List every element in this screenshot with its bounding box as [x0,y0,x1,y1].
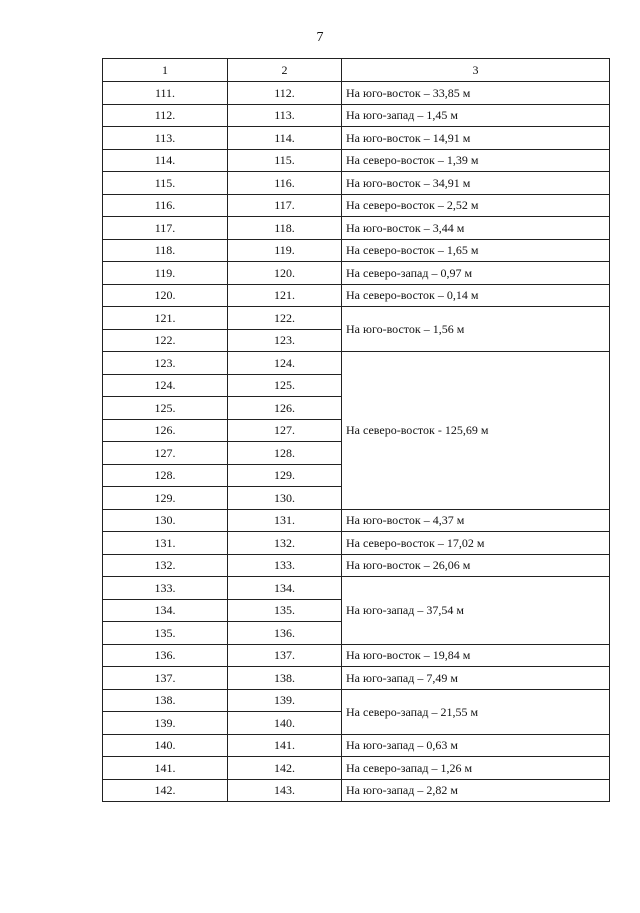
table-row [103,689,610,712]
direction-distance-cell: На юго-восток – 33,85 м [342,82,610,105]
direction-distance-cell: На юго-восток – 4,37 м [342,509,610,532]
direction-distance-cell: На северо-запад – 1,26 м [342,757,610,780]
point-to-cell: 125. [228,374,342,397]
point-from-cell: 140. [103,734,228,757]
point-from-cell: 125. [103,397,228,420]
point-to-cell: 142. [228,757,342,780]
point-to-cell: 136. [228,622,342,645]
table-row [103,104,610,127]
point-from-cell: 124. [103,374,228,397]
column-header-2: 2 [228,59,342,82]
table-row [103,734,610,757]
table-row [103,284,610,307]
point-to-cell: 118. [228,217,342,240]
point-from-cell: 129. [103,487,228,510]
point-to-cell: 135. [228,599,342,622]
direction-distance-cell: На северо-восток – 17,02 м [342,532,610,555]
point-from-cell: 136. [103,644,228,667]
table-row [103,172,610,195]
header-row [103,59,610,82]
point-from-cell: 135. [103,622,228,645]
table-row [103,667,610,690]
direction-distance-cell: На юго-восток – 14,91 м [342,127,610,150]
table-row [103,217,610,240]
point-from-cell: 126. [103,419,228,442]
point-from-cell: 139. [103,712,228,735]
direction-distance-cell: На юго-восток – 19,84 м [342,644,610,667]
point-to-cell: 140. [228,712,342,735]
point-to-cell: 127. [228,419,342,442]
point-to-cell: 116. [228,172,342,195]
point-to-cell: 137. [228,644,342,667]
point-from-cell: 121. [103,307,228,330]
point-from-cell: 114. [103,149,228,172]
point-to-cell: 117. [228,194,342,217]
point-from-cell: 134. [103,599,228,622]
direction-distance-cell: На северо-восток – 0,14 м [342,284,610,307]
page-number: 7 [316,30,324,45]
table-row [103,239,610,262]
point-from-cell: 133. [103,577,228,600]
point-to-cell: 123. [228,329,342,352]
point-to-cell: 119. [228,239,342,262]
direction-distance-cell: На юго-запад – 2,82 м [342,779,610,802]
point-from-cell: 138. [103,689,228,712]
point-to-cell: 112. [228,82,342,105]
direction-distance-cell: На северо-восток – 2,52 м [342,194,610,217]
point-from-cell: 142. [103,779,228,802]
direction-distance-cell: На юго-запад – 1,45 м [342,104,610,127]
direction-distance-cell: На северо-запад – 0,97 м [342,262,610,285]
direction-distance-cell: На юго-восток – 34,91 м [342,172,610,195]
table-row [103,757,610,780]
table-row [103,127,610,150]
table-row [103,644,610,667]
direction-distance-cell: На северо-восток – 1,39 м [342,149,610,172]
table-row [103,509,610,532]
point-to-cell: 129. [228,464,342,487]
point-from-cell: 141. [103,757,228,780]
direction-distance-cell: На юго-восток – 3,44 м [342,217,610,240]
point-to-cell: 114. [228,127,342,150]
table-row [103,532,610,555]
point-to-cell: 128. [228,442,342,465]
point-to-cell: 130. [228,487,342,510]
direction-distance-cell: На юго-восток – 1,56 м [342,307,610,352]
direction-distance-cell: На юго-запад – 7,49 м [342,667,610,690]
point-to-cell: 115. [228,149,342,172]
table-row [103,194,610,217]
point-from-cell: 120. [103,284,228,307]
table-header [103,59,610,82]
point-from-cell: 127. [103,442,228,465]
direction-distance-cell: На северо-восток – 1,65 м [342,239,610,262]
table-row [103,554,610,577]
point-from-cell: 131. [103,532,228,555]
point-to-cell: 139. [228,689,342,712]
point-to-cell: 126. [228,397,342,420]
direction-distance-cell: На юго-восток – 26,06 м [342,554,610,577]
point-from-cell: 113. [103,127,228,150]
point-from-cell: 128. [103,464,228,487]
direction-distance-cell: На юго-запад – 37,54 м [342,577,610,645]
point-from-cell: 115. [103,172,228,195]
column-header-1: 1 [103,59,228,82]
point-to-cell: 132. [228,532,342,555]
point-from-cell: 111. [103,82,228,105]
table-row [103,577,610,600]
boundary-table [102,58,610,802]
table-body [103,82,610,802]
direction-distance-cell: На северо-восток - 125,69 м [342,352,610,510]
point-from-cell: 118. [103,239,228,262]
table-row [103,262,610,285]
point-from-cell: 122. [103,329,228,352]
point-from-cell: 116. [103,194,228,217]
table-row [103,82,610,105]
point-from-cell: 130. [103,509,228,532]
point-from-cell: 117. [103,217,228,240]
point-to-cell: 133. [228,554,342,577]
point-from-cell: 119. [103,262,228,285]
point-to-cell: 134. [228,577,342,600]
point-to-cell: 131. [228,509,342,532]
direction-distance-cell: На северо-запад – 21,55 м [342,689,610,734]
column-header-3: 3 [342,59,610,82]
table-row [103,149,610,172]
table-row [103,352,610,375]
point-to-cell: 121. [228,284,342,307]
point-from-cell: 123. [103,352,228,375]
direction-distance-cell: На юго-запад – 0,63 м [342,734,610,757]
table-row [103,779,610,802]
point-from-cell: 132. [103,554,228,577]
point-to-cell: 124. [228,352,342,375]
point-from-cell: 112. [103,104,228,127]
point-to-cell: 113. [228,104,342,127]
table-row [103,307,610,330]
point-to-cell: 143. [228,779,342,802]
point-to-cell: 120. [228,262,342,285]
point-from-cell: 137. [103,667,228,690]
point-to-cell: 138. [228,667,342,690]
point-to-cell: 122. [228,307,342,330]
point-to-cell: 141. [228,734,342,757]
